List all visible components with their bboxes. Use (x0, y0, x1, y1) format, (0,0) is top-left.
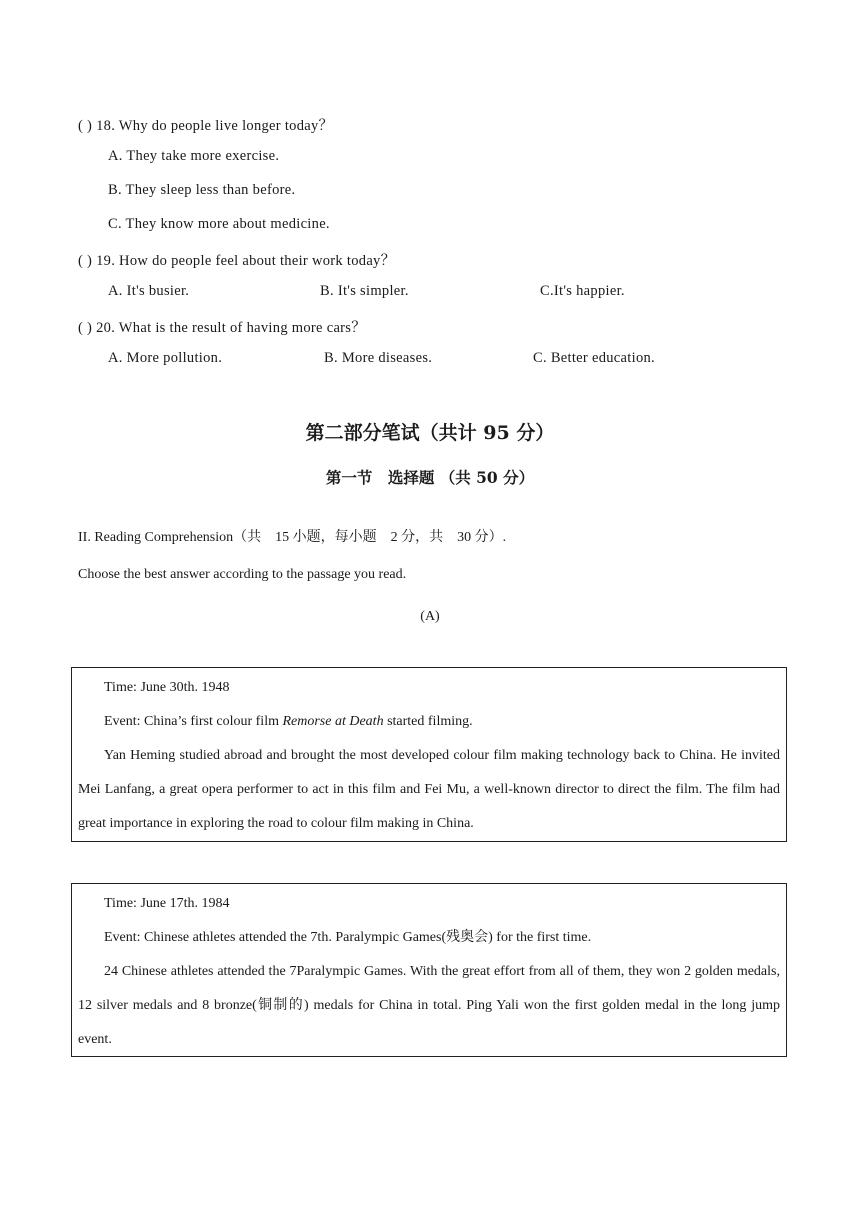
passage-box-2 (71, 883, 787, 1057)
question-20-stem: ( ) 20. What is the result of having more cars？ (78, 320, 367, 336)
passage-label: (A) (420, 609, 440, 624)
section-title: 第一节 选择题 （共 50 分） (325, 468, 535, 487)
question-19-option-c: C.It's happier. (540, 283, 625, 299)
question-19-option-b: B. It's simpler. (320, 283, 409, 299)
question-19-option-a: A. It's busier. (108, 283, 190, 299)
box-1-event-suffix: started filming. (383, 714, 473, 729)
box-2-body: 24 Chinese athletes attended the 7Paralympic Games. With the great effort from all of them, they won 2 golden medals, 12 silver medals and 8 bronze(铜制的) medals for China in total. Ping Yali won the first golden medal in the long jump event. (78, 964, 780, 1047)
question-18-option-b: B. They sleep less than before. (108, 182, 296, 198)
question-18-stem: ( ) 18. Why do people live longer today？ (78, 118, 334, 134)
box-1-event (78, 705, 780, 739)
box-1-event-prefix: Event: China’s first colour film (104, 714, 283, 729)
passage-box-1 (71, 667, 787, 842)
box-2-event: Event: Chinese athletes attended the 7th. Paralympic Games(残奥会) for the first time. (104, 930, 592, 945)
question-19-stem: ( ) 19. How do people feel about their work today？ (78, 253, 396, 269)
box-1-time: Time: June 30th. 1948 (104, 680, 230, 695)
question-18-option-c: C. They know more about medicine. (108, 216, 330, 232)
reading-instruction: Choose the best answer according to the passage you read. (78, 567, 407, 582)
question-20-option-b: B. More diseases. (324, 350, 433, 366)
box-2-time: Time: June 17th. 1984 (104, 896, 230, 911)
question-18-option-a: A. They take more exercise. (108, 148, 280, 164)
box-1-body: Yan Heming studied abroad and brought the most developed colour film making technology back to China. He invited Mei Lanfang, a great opera performer to act in this film and Fei Mu, a well-known director to direct the film. The film had great importance in exploring the road to colour film making in China. (78, 748, 780, 831)
question-20-option-c: C. Better education. (533, 350, 655, 366)
box-1-film-title: Remorse at Death (282, 714, 384, 729)
reading-heading: II. Reading Comprehension（共 15 小题，每小题 2 分，共 30 分）. (78, 530, 507, 545)
question-20-option-a: A. More pollution. (108, 350, 223, 366)
part-title: 第二部分笔试（共计 95 分） (305, 422, 555, 444)
